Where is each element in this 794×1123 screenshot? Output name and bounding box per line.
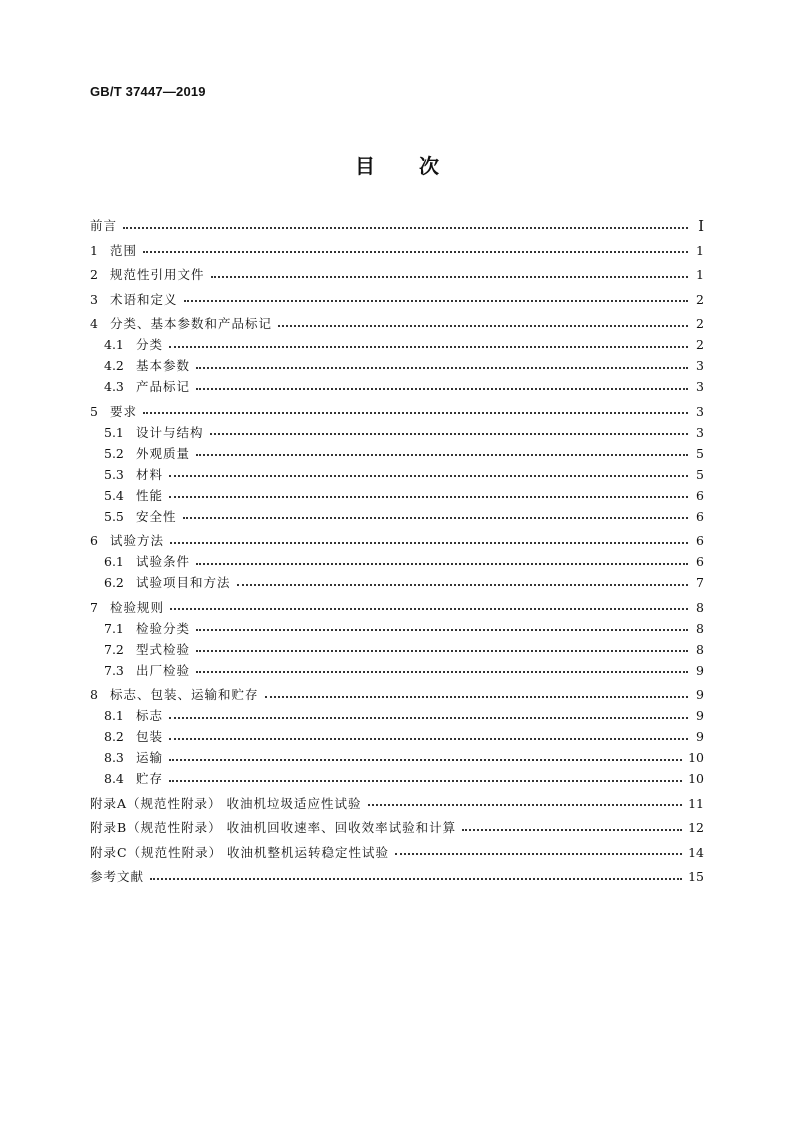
toc-entry-page-number: 8 (696, 620, 704, 636)
toc-entry-number: 6 (90, 533, 98, 548)
toc-entry[interactable] (104, 661, 704, 681)
toc-entry[interactable] (90, 685, 704, 705)
toc-entry-number: 5.3 (104, 466, 124, 482)
toc-entry-label: 标志 (136, 708, 164, 723)
toc-entry-page-number: 9 (696, 708, 704, 723)
toc-entry-page-number: 6 (696, 533, 704, 548)
toc-entry[interactable] (104, 706, 704, 726)
toc-entry[interactable] (90, 290, 704, 310)
dot-leader (169, 780, 682, 782)
toc-entry-number: 7.2 (104, 641, 124, 657)
dot-leader (265, 696, 688, 698)
dot-leader (278, 325, 688, 327)
dot-leader (169, 346, 688, 348)
toc-entry-number: 8.2 (104, 729, 124, 744)
toc-entry-page-number: 5 (696, 445, 704, 461)
toc-entry-number: 6.2 (104, 575, 124, 590)
toc-entry[interactable] (104, 640, 704, 660)
toc-entry[interactable] (90, 867, 704, 887)
toc-entry-label: 安全性 (136, 508, 177, 524)
dot-leader (210, 433, 688, 435)
toc-entry-label: 运输 (136, 750, 164, 765)
toc-entry-label: 附录B（规范性附录） 收油机回收速率、回收效率试验和计算 (90, 820, 457, 835)
toc-entry-page-number: 14 (688, 844, 704, 860)
toc-entry-page-number: 10 (688, 771, 704, 786)
toc-title: 目次 (355, 154, 483, 178)
toc-entry-page-number: 1 (696, 267, 704, 282)
toc-entry-number: 4 (90, 316, 98, 331)
toc-entry-label: 型式检验 (136, 641, 191, 657)
toc-entry[interactable] (104, 377, 704, 397)
toc-entry[interactable] (90, 794, 704, 814)
toc-entry[interactable] (104, 423, 704, 443)
dot-leader (196, 563, 688, 565)
toc-entry-label: 试验条件 (136, 554, 191, 569)
dot-leader (395, 853, 682, 855)
toc-entry-page-number: 6 (696, 554, 704, 569)
dot-leader (368, 804, 683, 806)
toc-entry-label: 标志、包装、运输和贮存 (110, 687, 259, 702)
toc-entry[interactable] (104, 465, 704, 485)
toc-entry-page-number: 2 (696, 337, 704, 352)
toc-entry-number: 8.1 (104, 708, 124, 723)
toc-entry[interactable] (104, 748, 704, 768)
toc-entry-number: 7 (90, 599, 98, 615)
toc-entry-page-number: Ⅰ (698, 217, 704, 235)
toc-entry-label: 出厂检验 (136, 662, 191, 678)
toc-entry[interactable] (104, 356, 704, 376)
toc-entry-page-number: 9 (696, 729, 704, 744)
toc-entry-label: 外观质量 (136, 445, 191, 461)
toc-entry-number: 8 (90, 687, 98, 702)
toc-entry-page-number: 3 (696, 424, 704, 440)
toc-entry-number: 3 (90, 291, 98, 307)
toc-entry-page-number: 10 (688, 750, 704, 765)
toc-entry[interactable] (90, 402, 704, 422)
toc-entry-page-number: 7 (696, 575, 704, 590)
dot-leader (169, 738, 688, 740)
toc-entry[interactable] (90, 531, 704, 551)
toc-entry[interactable] (104, 507, 704, 527)
dot-leader (169, 759, 682, 761)
toc-entry-number: 4.1 (104, 337, 124, 352)
toc-entry-label: 规范性引用文件 (110, 267, 205, 282)
toc-entry-label: 检验分类 (136, 620, 191, 636)
toc-entry-label: 设计与结构 (136, 424, 204, 440)
toc-entry-label: 材料 (136, 466, 164, 482)
toc-entry-number: 6.1 (104, 554, 124, 569)
toc-entry-label: 性能 (136, 487, 164, 503)
toc-entry[interactable] (90, 598, 704, 618)
dot-leader (196, 629, 688, 631)
dot-leader (143, 251, 688, 253)
dot-leader (170, 542, 688, 544)
toc-entry-label: 产品标记 (136, 379, 191, 394)
toc-entry-number: 4.3 (104, 379, 124, 394)
dot-leader (196, 650, 688, 652)
toc-entry-page-number: 9 (696, 662, 704, 678)
dot-leader (170, 608, 688, 610)
toc-entry-page-number: 2 (696, 291, 704, 307)
toc-entry-page-number: 8 (696, 599, 704, 615)
toc-entry-number: 7.1 (104, 620, 124, 636)
toc-entry-label: 术语和定义 (110, 291, 178, 307)
toc-entry-page-number: 1 (696, 242, 704, 258)
toc-entry-page-number: 6 (696, 508, 704, 524)
toc-entry-number: 5.5 (104, 508, 124, 524)
dot-leader (123, 227, 688, 229)
dot-leader (183, 517, 688, 519)
toc-entry-label: 包装 (136, 729, 164, 744)
toc-entry-label: 试验方法 (110, 533, 165, 548)
toc-entry[interactable] (104, 769, 704, 789)
dot-leader (184, 300, 688, 302)
dot-leader (211, 276, 688, 278)
toc-entry[interactable] (104, 444, 704, 464)
dot-leader (196, 367, 688, 369)
toc-entry-page-number: 3 (696, 358, 704, 373)
toc-entry-label: 要求 (110, 403, 138, 419)
toc-entry-page-number: 2 (696, 316, 704, 331)
toc-entry-page-number: 6 (696, 487, 704, 503)
dot-leader (169, 717, 688, 719)
toc-entry[interactable] (104, 552, 704, 572)
toc-entry-number: 2 (90, 267, 98, 282)
toc-entry-label: 基本参数 (136, 358, 191, 373)
toc-entry-number: 8.4 (104, 771, 124, 786)
toc-entry-page-number: 12 (688, 820, 704, 835)
toc-entry[interactable] (104, 727, 704, 747)
toc-entry[interactable] (104, 335, 704, 355)
toc-entry-label: 前言 (90, 218, 118, 233)
toc-entry-label: 范围 (110, 242, 138, 258)
toc-entry-page-number: 11 (688, 795, 704, 811)
dot-leader (169, 475, 688, 477)
toc-entry-page-number: 3 (696, 403, 704, 419)
toc-entry-number: 1 (90, 242, 98, 258)
toc-entry[interactable] (104, 619, 704, 639)
dot-leader (196, 671, 688, 673)
toc-entry-label: 分类 (136, 337, 164, 352)
toc-entry[interactable] (90, 843, 704, 863)
toc-entry-page-number: 8 (696, 641, 704, 657)
toc-entry-number: 5.4 (104, 487, 124, 503)
toc-entry[interactable] (104, 573, 704, 593)
dot-leader (196, 454, 688, 456)
toc-entry[interactable] (90, 216, 704, 236)
toc-entry[interactable] (104, 486, 704, 506)
toc-entry-label: 试验项目和方法 (136, 575, 231, 590)
toc-entry-page-number: 5 (696, 466, 704, 482)
dot-leader (462, 829, 682, 831)
dot-leader (237, 584, 688, 586)
toc-entry-number: 5 (90, 403, 98, 419)
toc-entry-page-number: 15 (688, 869, 704, 884)
toc-entry-number: 7.3 (104, 662, 124, 678)
toc-entry-label: 参考文献 (90, 869, 145, 884)
toc-entry-number: 8.3 (104, 750, 124, 765)
dot-leader (196, 388, 688, 390)
dot-leader (143, 412, 688, 414)
toc-entry-number: 5.1 (104, 424, 124, 440)
toc-entry-page-number: 3 (696, 379, 704, 394)
toc-entry-label: 分类、基本参数和产品标记 (110, 316, 273, 331)
toc-entry-page-number: 9 (696, 687, 704, 702)
toc-entry[interactable] (90, 818, 704, 838)
toc-entry-number: 5.2 (104, 445, 124, 461)
dot-leader (150, 878, 682, 880)
standard-number: GB/T 37447—2019 (90, 84, 206, 99)
toc-entry-number: 4.2 (104, 358, 124, 373)
dot-leader (169, 496, 688, 498)
toc-entry-label: 贮存 (136, 771, 164, 786)
toc-entry-label: 附录C（规范性附录） 收油机整机运转稳定性试验 (90, 844, 390, 860)
toc-entry[interactable] (90, 241, 704, 261)
toc-entry[interactable] (90, 265, 704, 285)
toc-entry[interactable] (90, 314, 704, 334)
toc-entry-label: 检验规则 (110, 599, 165, 615)
toc-entry-label: 附录A（规范性附录） 收油机垃圾适应性试验 (90, 795, 362, 811)
